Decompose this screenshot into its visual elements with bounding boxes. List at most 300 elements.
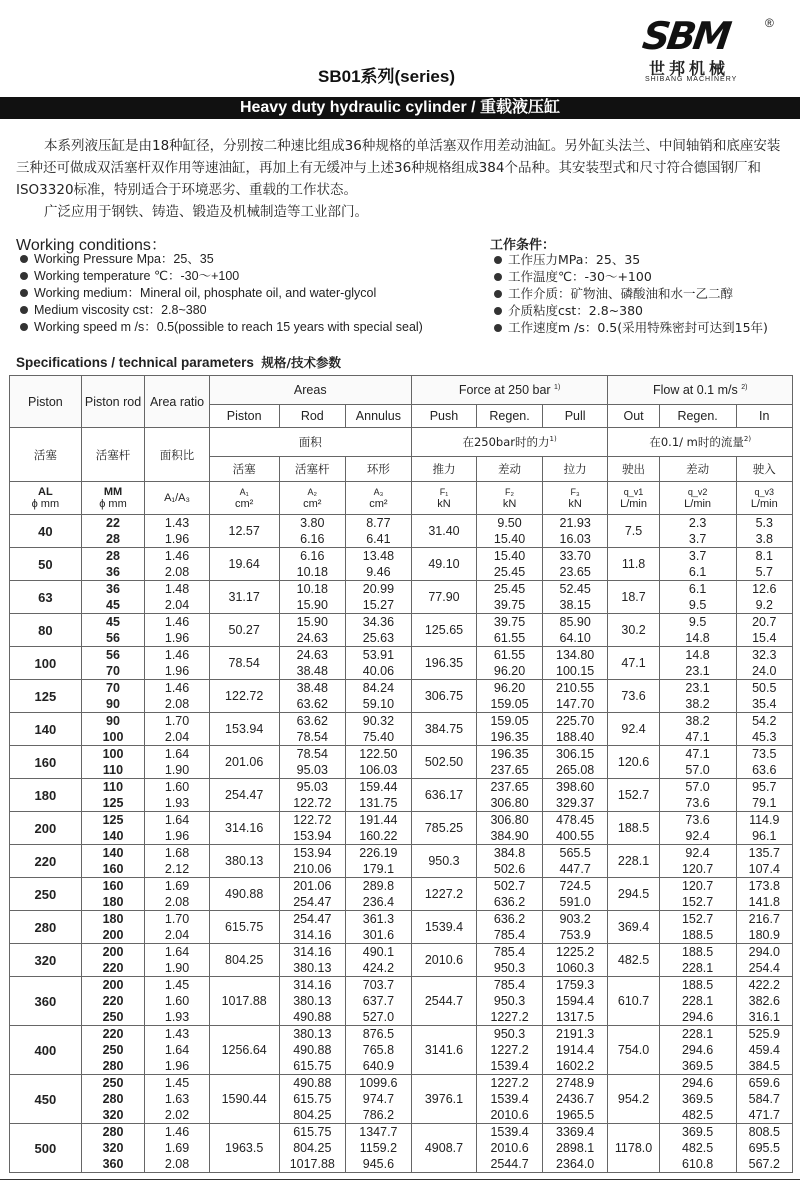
table-cell <box>81 812 145 845</box>
cell-value: 21.93 <box>559 516 591 530</box>
table-row <box>10 1075 793 1124</box>
table-cell: 180 <box>10 779 82 812</box>
table-row <box>10 680 793 713</box>
cell-value: 122.72 <box>293 813 332 827</box>
table-cell <box>279 548 346 581</box>
table-cell: 140 <box>10 713 82 746</box>
cell-value: 369.5 <box>681 1059 714 1073</box>
cell-value: 695.5 <box>748 1141 780 1155</box>
cell-value: 6.41 <box>366 532 391 546</box>
cell-value: 125 <box>102 796 124 810</box>
cell-value: 703.7 <box>362 978 395 992</box>
table-cell: 120.6 <box>608 746 659 779</box>
cell-value: 24.63 <box>296 648 328 662</box>
cell-value: 1.43 <box>164 1027 190 1041</box>
cell-value: 1.43 <box>164 516 190 530</box>
table-cell: 228.1 <box>608 845 659 878</box>
cell-value: 1.70 <box>164 714 190 728</box>
cell-value: 490.88 <box>293 1043 332 1057</box>
cell-value: 15.90 <box>296 615 328 629</box>
table-cell <box>81 647 145 680</box>
list-item: Working medium：Mineral oil, phosphate oil, and water-glycol <box>16 285 423 302</box>
cell-value: 659.6 <box>748 1076 780 1090</box>
cell-value: 53.91 <box>362 648 395 662</box>
cell-value: 459.4 <box>748 1043 780 1057</box>
cell-value: 615.75 <box>293 1125 332 1139</box>
cell-value: 92.4 <box>685 829 710 843</box>
table-cell: 500 <box>10 1124 82 1173</box>
table-cell <box>145 845 210 878</box>
table-cell <box>659 812 736 845</box>
cell-value: 20.99 <box>362 582 395 596</box>
table-cell <box>477 878 543 911</box>
cell-value: 950.3 <box>493 961 526 975</box>
table-cell: 152.7 <box>608 779 659 812</box>
cell-value: 1.48 <box>164 582 190 596</box>
cell-value: 75.40 <box>362 730 395 744</box>
intro-paragraph: 广泛应用于钢铁、铸造、锻造及机械制造等工业部门。 <box>44 204 368 220</box>
conditions-cn-list <box>490 251 768 336</box>
header-cell: 活塞杆 <box>279 457 346 482</box>
cell-value: 39.75 <box>493 598 526 612</box>
cell-value: 2436.7 <box>556 1092 595 1106</box>
cell-value: 57.0 <box>685 763 710 777</box>
table-cell: 80 <box>10 614 82 647</box>
table-cell <box>736 977 792 1026</box>
cell-value: 380.13 <box>293 994 332 1008</box>
cell-value: 228.1 <box>681 1027 714 1041</box>
cell-value: 131.75 <box>359 796 398 810</box>
table-cell: 804.25 <box>209 944 279 977</box>
header-cell: Piston <box>10 376 82 428</box>
header-cell: 面积比 <box>145 428 210 482</box>
cell-value: 9.5 <box>688 615 707 629</box>
unit-cell: AL ϕ mm <box>10 482 82 515</box>
table-cell <box>659 911 736 944</box>
table-cell <box>346 614 412 647</box>
cell-value: 5.7 <box>755 565 773 579</box>
cell-value: 447.7 <box>559 862 591 876</box>
header-cell: 在0.1/ m时的流量$^{2)}$ <box>608 428 793 457</box>
cell-value: 1.90 <box>164 763 190 777</box>
table-cell <box>542 746 608 779</box>
table-cell: 50 <box>10 548 82 581</box>
table-cell <box>346 746 412 779</box>
cell-value: 45.3 <box>752 730 777 744</box>
cell-value: 1227.2 <box>490 1010 529 1024</box>
table-cell: 785.25 <box>411 812 477 845</box>
cell-value: 64.10 <box>559 631 591 645</box>
table-cell <box>477 548 543 581</box>
list-item: Working temperature ℃：-30～+100 <box>16 268 423 285</box>
cell-value: 191.44 <box>359 813 398 827</box>
cell-value: 2.04 <box>164 598 190 612</box>
header-cell: 差动 <box>477 457 543 482</box>
cell-value: 636.2 <box>493 895 526 909</box>
cell-value: 228.1 <box>681 961 714 975</box>
table-cell <box>542 713 608 746</box>
table-cell <box>477 779 543 812</box>
table-cell <box>542 1026 608 1075</box>
cell-value: 110 <box>102 763 124 777</box>
table-cell: 78.54 <box>209 647 279 680</box>
cell-value: 9.50 <box>497 516 522 530</box>
cell-value: 61.55 <box>493 631 526 645</box>
bullet-icon <box>494 324 502 332</box>
table-cell: 482.5 <box>608 944 659 977</box>
header-cell: Force at 250 bar $^{1)}$ <box>411 376 608 405</box>
cell-value: 23.1 <box>685 681 710 695</box>
cell-value: 220 <box>102 994 124 1008</box>
table-cell: 314.16 <box>209 812 279 845</box>
table-cell <box>659 1124 736 1173</box>
cell-value: 160 <box>102 879 124 893</box>
header-cell: 推力 <box>411 457 477 482</box>
cell-value: 320 <box>102 1108 124 1122</box>
table-cell <box>279 1026 346 1075</box>
table-cell <box>145 911 210 944</box>
cell-value: 23.1 <box>685 664 710 678</box>
cell-value: 3369.4 <box>556 1125 595 1139</box>
table-cell <box>736 581 792 614</box>
cell-value: 96.20 <box>493 664 526 678</box>
cell-value: 173.8 <box>748 879 780 893</box>
cell-value: 280 <box>102 1125 124 1139</box>
cell-value: 6.16 <box>300 532 325 546</box>
header-cell: 差动 <box>659 457 736 482</box>
header-cell: Regen. <box>659 405 736 428</box>
header-cell: Rod <box>279 405 346 428</box>
table-cell <box>659 779 736 812</box>
cell-value: 196.35 <box>490 730 529 744</box>
cell-value: 1.45 <box>164 1076 190 1090</box>
table-cell: 2010.6 <box>411 944 477 977</box>
cell-value: 360 <box>102 1157 124 1171</box>
table-cell <box>477 977 543 1026</box>
table-cell: 63 <box>10 581 82 614</box>
units-row <box>10 482 793 515</box>
cell-value: 422.2 <box>748 978 780 992</box>
cell-value: 38.48 <box>296 664 328 678</box>
cell-value: 9.46 <box>366 565 391 579</box>
table-cell <box>279 614 346 647</box>
cell-value: 22 <box>106 516 120 530</box>
cell-value: 1.90 <box>164 961 190 975</box>
bullet-icon <box>20 255 28 263</box>
cell-value: 584.7 <box>748 1092 780 1106</box>
table-cell <box>736 812 792 845</box>
cell-value: 179.1 <box>362 862 395 876</box>
cell-value: 1.96 <box>164 829 190 843</box>
cell-value: 280 <box>102 1092 124 1106</box>
cell-value: 329.37 <box>556 796 595 810</box>
table-cell <box>542 779 608 812</box>
cell-value: 45 <box>106 598 120 612</box>
table-row <box>10 581 793 614</box>
cell-value: 384.5 <box>748 1059 780 1073</box>
cell-value: 724.5 <box>559 879 591 893</box>
cell-value: 152.7 <box>681 895 714 909</box>
table-cell: 1539.4 <box>411 911 477 944</box>
table-cell <box>81 713 145 746</box>
table-cell: 201.06 <box>209 746 279 779</box>
table-cell: 12.57 <box>209 515 279 548</box>
cell-value: 25.45 <box>493 565 526 579</box>
cell-value: 226.19 <box>359 846 398 860</box>
cell-value: 1.64 <box>164 945 190 959</box>
cell-value: 120.7 <box>681 862 714 876</box>
table-cell <box>279 680 346 713</box>
table-cell <box>346 680 412 713</box>
cell-value: 180 <box>102 895 124 909</box>
table-cell: 320 <box>10 944 82 977</box>
cell-value: 100 <box>102 730 124 744</box>
table-cell: 160 <box>10 746 82 779</box>
table-row <box>10 1026 793 1075</box>
table-cell <box>145 614 210 647</box>
cell-value: 369.5 <box>681 1092 714 1106</box>
cell-value: 9.2 <box>755 598 773 612</box>
table-cell: 49.10 <box>411 548 477 581</box>
cell-value: 903.2 <box>559 912 591 926</box>
table-cell <box>477 515 543 548</box>
cell-value: 24.0 <box>752 664 777 678</box>
table-cell: 11.8 <box>608 548 659 581</box>
header-cell: 环形 <box>346 457 412 482</box>
cell-value: 289.8 <box>362 879 395 893</box>
cell-value: 39.75 <box>493 615 526 629</box>
table-cell <box>279 878 346 911</box>
table-row <box>10 515 793 548</box>
table-cell: 200 <box>10 812 82 845</box>
table-cell <box>346 515 412 548</box>
cell-value: 2.12 <box>164 862 190 876</box>
table-cell <box>477 680 543 713</box>
cell-value: 502.7 <box>493 879 526 893</box>
conditions-cn-title: 工作条件： <box>490 238 556 253</box>
series-title: SB01系列(series) <box>318 67 456 86</box>
cell-value: 180 <box>102 912 124 926</box>
cell-value: 78.54 <box>296 730 328 744</box>
unit-cell: A₂ cm² <box>279 482 346 515</box>
table-cell: 610.7 <box>608 977 659 1026</box>
cell-value: 220 <box>102 1027 124 1041</box>
list-item: 介质粘度cst：2.8~380 <box>490 302 768 319</box>
cell-value: 615.75 <box>293 1092 332 1106</box>
cell-value: 36 <box>106 582 120 596</box>
cell-value: 1539.4 <box>490 1059 529 1073</box>
cell-value: 765.8 <box>362 1043 395 1057</box>
cell-value: 591.0 <box>559 895 591 909</box>
table-cell <box>346 779 412 812</box>
table-cell: 3141.6 <box>411 1026 477 1075</box>
cell-value: 490.88 <box>293 1010 332 1024</box>
cell-value: 1.68 <box>164 846 190 860</box>
cell-value: 8.1 <box>755 549 773 563</box>
cell-value: 1347.7 <box>359 1125 398 1139</box>
cell-value: 320 <box>102 1141 124 1155</box>
table-cell: 450 <box>10 1075 82 1124</box>
cell-value: 314.16 <box>293 928 332 942</box>
cell-value: 250 <box>102 1043 124 1057</box>
cell-value: 527.0 <box>362 1010 395 1024</box>
table-cell <box>145 1075 210 1124</box>
table-cell <box>279 647 346 680</box>
cell-value: 1.46 <box>164 615 190 629</box>
table-cell <box>542 878 608 911</box>
table-cell <box>81 977 145 1026</box>
table-cell <box>145 680 210 713</box>
table-cell <box>346 845 412 878</box>
list-item: Working speed m /s：0.5(possible to reach 15 years with special seal) <box>16 319 423 336</box>
cell-value: 92.4 <box>685 846 710 860</box>
cell-value: 45 <box>106 615 120 629</box>
cell-value: 120.7 <box>681 879 714 893</box>
cell-value: 250 <box>102 1076 124 1090</box>
cell-value: 1.64 <box>164 1043 190 1057</box>
table-cell <box>736 614 792 647</box>
table-cell: 73.6 <box>608 680 659 713</box>
table-cell <box>279 746 346 779</box>
table-cell <box>279 1075 346 1124</box>
cell-value: 85.90 <box>559 615 591 629</box>
cell-value: 110 <box>102 780 124 794</box>
table-cell: 188.5 <box>608 812 659 845</box>
cell-value: 306.80 <box>490 796 529 810</box>
table-cell <box>81 1026 145 1075</box>
cell-value: 1227.2 <box>490 1076 529 1090</box>
cell-value: 100.15 <box>556 664 595 678</box>
cell-value: 1539.4 <box>490 1092 529 1106</box>
cell-value: 24.63 <box>296 631 328 645</box>
cell-value: 1759.3 <box>556 978 595 992</box>
table-cell: 254.47 <box>209 779 279 812</box>
cell-value: 20.7 <box>752 615 777 629</box>
cell-value: 52.45 <box>559 582 591 596</box>
cell-value: 38.2 <box>685 714 710 728</box>
table-cell: 306.75 <box>411 680 477 713</box>
cell-value: 424.2 <box>362 961 395 975</box>
cell-value: 1.60 <box>164 994 190 1008</box>
cell-value: 636.2 <box>493 912 526 926</box>
table-cell <box>659 680 736 713</box>
cell-value: 1060.3 <box>556 961 595 975</box>
cell-value: 502.6 <box>493 862 526 876</box>
table-cell: 3976.1 <box>411 1075 477 1124</box>
cell-value: 114.9 <box>749 813 780 827</box>
cell-value: 1594.4 <box>556 994 595 1008</box>
cell-value: 280 <box>102 1059 124 1073</box>
cell-value: 361.3 <box>362 912 395 926</box>
table-cell <box>279 713 346 746</box>
cell-value: 6.1 <box>688 565 707 579</box>
cell-value: 786.2 <box>362 1108 395 1122</box>
cell-value: 785.4 <box>493 978 526 992</box>
table-cell <box>659 1026 736 1075</box>
cell-value: 1965.5 <box>556 1108 595 1122</box>
table-cell <box>659 548 736 581</box>
cell-value: 78.54 <box>296 747 328 761</box>
sbm-logo <box>639 14 783 86</box>
table-cell: 369.4 <box>608 911 659 944</box>
table-cell <box>145 1026 210 1075</box>
cell-value: 96.20 <box>493 681 526 695</box>
table-cell <box>736 1075 792 1124</box>
table-cell <box>659 944 736 977</box>
table-cell: 380.13 <box>209 845 279 878</box>
cell-value: 974.7 <box>362 1092 395 1106</box>
cell-value: 14.8 <box>685 631 710 645</box>
cell-value: 1.96 <box>164 1059 190 1073</box>
bullet-icon <box>20 306 28 314</box>
unit-cell: F₃ kN <box>542 482 608 515</box>
table-cell <box>145 779 210 812</box>
cell-value: 106.03 <box>359 763 398 777</box>
cell-value: 2.08 <box>164 1157 190 1171</box>
cell-value: 200 <box>102 978 124 992</box>
cell-value: 160.22 <box>359 829 398 843</box>
cell-value: 47.1 <box>685 730 710 744</box>
cell-value: 1.46 <box>164 549 190 563</box>
table-cell <box>659 647 736 680</box>
table-cell: 7.5 <box>608 515 659 548</box>
cell-value: 38.2 <box>685 697 710 711</box>
table-cell <box>346 581 412 614</box>
cell-value: 25.45 <box>493 582 526 596</box>
table-cell <box>346 713 412 746</box>
header-cell: Flow at 0.1 m/s $^{2)}$ <box>608 376 793 405</box>
header-row <box>10 376 793 405</box>
cell-value: 35.4 <box>752 697 777 711</box>
list-item: 工作温度℃：-30～+100 <box>490 268 768 285</box>
cell-value: 188.40 <box>556 730 595 744</box>
table-cell: 220 <box>10 845 82 878</box>
table-row <box>10 911 793 944</box>
table-cell <box>542 911 608 944</box>
cell-value: 785.4 <box>493 945 526 959</box>
cell-value: 3.7 <box>688 532 707 546</box>
table-row <box>10 614 793 647</box>
table-cell: 615.75 <box>209 911 279 944</box>
table-cell <box>145 581 210 614</box>
table-cell: 636.17 <box>411 779 477 812</box>
table-cell <box>81 581 145 614</box>
cell-value: 210.55 <box>556 681 595 695</box>
cell-value: 134.80 <box>556 648 595 662</box>
table-cell <box>279 911 346 944</box>
cell-value: 14.8 <box>685 648 710 662</box>
cell-value: 950.3 <box>493 994 526 1008</box>
cell-value: 54.2 <box>752 714 777 728</box>
cell-value: 73.5 <box>752 747 777 761</box>
table-row <box>10 548 793 581</box>
cell-value: 10.18 <box>296 582 328 596</box>
cell-value: 2544.7 <box>490 1157 529 1171</box>
header-cell: 拉力 <box>542 457 608 482</box>
table-cell: 1963.5 <box>209 1124 279 1173</box>
cell-value: 70 <box>106 681 120 695</box>
table-cell: 384.75 <box>411 713 477 746</box>
table-cell <box>736 944 792 977</box>
cell-value: 40.06 <box>362 664 395 678</box>
table-cell <box>659 515 736 548</box>
cell-value: 10.18 <box>296 565 328 579</box>
cell-value: 125 <box>102 813 124 827</box>
table-cell <box>542 614 608 647</box>
cell-value: 95.7 <box>752 780 777 794</box>
list-item: Medium viscosity cst：2.8~380 <box>16 302 423 319</box>
table-cell: 125 <box>10 680 82 713</box>
